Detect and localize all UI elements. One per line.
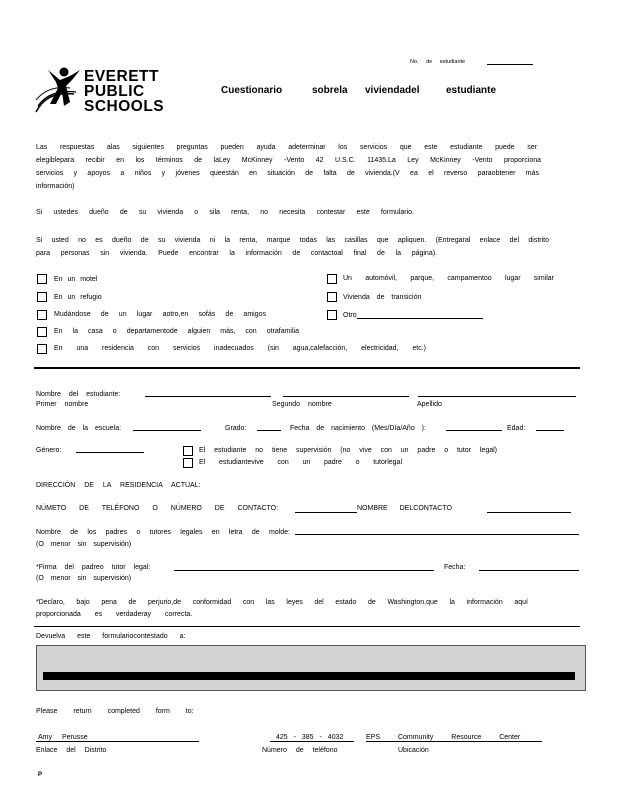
redaction-bar — [43, 672, 575, 680]
option-transitional: Vivienda de transición — [343, 294, 422, 301]
option-shelter: En un refugio — [54, 294, 102, 301]
gender-field[interactable] — [76, 452, 144, 453]
first-name-field[interactable] — [145, 396, 271, 397]
dob-field[interactable] — [446, 430, 502, 431]
return-divider — [34, 626, 580, 627]
contact-person-line — [36, 741, 199, 742]
everett-logo-icon — [34, 66, 82, 118]
age-label: Edad: — [507, 425, 526, 432]
signature-field[interactable] — [174, 570, 434, 571]
address-label: DIRECCIÓN DE LA RESIDENCIA ACTUAL: — [36, 482, 201, 489]
parent-label: Nombre de los padres o tutores legales en letra de molde: — [36, 529, 290, 536]
logo-line-public: PUBLIC — [84, 83, 145, 100]
logo-line-schools: SCHOOLS — [84, 98, 165, 115]
contact-location-line — [366, 741, 542, 742]
section-divider — [34, 367, 580, 369]
option-doubled-up: En la casa o departamentode alguien más, con otrafamilia — [54, 328, 299, 335]
with-parent-option: El estudiantevive con un padre o tutorlegal — [199, 459, 402, 466]
option-inadequate-housing: En una residencia con servicios inadecuados (sin agua,calefacción, electricidad, etc.) — [54, 345, 426, 352]
contact-location: EPS Community Resource Center — [366, 734, 521, 741]
checkbox-unaccompanied[interactable] — [183, 446, 193, 456]
english-return-label: Please return completed form to: — [36, 708, 194, 715]
checkbox-inadequate-housing[interactable] — [37, 344, 47, 354]
page-mark: P — [38, 772, 43, 778]
parent-field[interactable] — [295, 534, 579, 535]
instructions-line-2: para personas sin vivienda. Puede encontrar la información de contactoal final de la página). — [36, 250, 437, 257]
dob-label: Fecha de nacimiento (Mes/Día/Año ): — [290, 425, 426, 432]
contact-phone-line — [270, 741, 354, 742]
checkbox-couch-surfing[interactable] — [37, 310, 47, 320]
title-word-1: Cuestionario — [221, 85, 283, 96]
other-field[interactable] — [357, 318, 483, 319]
signature-label: *Firma del padreo tutor legal: — [36, 564, 151, 571]
instructions-line-1: Si usted no es dueño de su vivienda ni la renta, marque todas las casillas que apliquen. (Entregaral enlace del distrito — [36, 237, 549, 244]
grade-label: Grado: — [225, 425, 247, 432]
contact-name-label: NOMBRE DELCONTACTO — [357, 505, 452, 512]
intro-line-4: información) — [36, 183, 75, 190]
option-couch-surfing: Mudándose de un lugar aotro,en sofás de amigos — [54, 311, 266, 318]
checkbox-shelter[interactable] — [37, 292, 47, 302]
return-label: Devuelva este formulariocontestado a: — [36, 633, 186, 640]
checkbox-doubled-up[interactable] — [37, 327, 47, 337]
checkbox-with-parent[interactable] — [183, 458, 193, 468]
option-other: Otro — [343, 312, 357, 319]
title-word-2: sobrela — [312, 85, 348, 96]
phone-label: NÚMETO DE TELÉFONO O NÚMERO DE CONTACTO: — [36, 505, 279, 512]
option-motel: En un motel — [54, 276, 98, 283]
owner-notice: Si ustedes dueño de su vivienda o sila renta, no necesita contestar este formulario. — [36, 209, 414, 216]
contact-name-field[interactable] — [487, 512, 571, 513]
caption-location: Ubicación — [398, 747, 429, 754]
declaration-line-1: *Declaro, bajo pena de perjurio,de conformidad con las leyes del estado de Washington,que la información aquí — [36, 599, 528, 606]
age-field[interactable] — [536, 430, 564, 431]
checkbox-motel[interactable] — [37, 274, 47, 284]
caption-liaison: Enlace del Distrito — [36, 747, 107, 754]
intro-line-1: Las respuestas alas siguientes preguntas pueden ayuda adeterminar los servicios que este estudiante puede ser — [36, 144, 537, 151]
date-label: Fecha: — [444, 564, 466, 571]
intro-line-3: servicios y apoyos a niños y jóvenes queestán en situación de falta de vivienda.(V ea el reverso paraobtener más — [36, 170, 539, 177]
signature-note: (O menor sin supervisión) — [36, 575, 132, 582]
checkbox-car-park[interactable] — [327, 274, 337, 284]
option-car-park: Un automóvil, parque, campamentoo lugar similar — [343, 275, 554, 282]
title-word-3: viviendadel — [365, 85, 420, 96]
checkbox-other[interactable] — [327, 310, 337, 320]
school-label: Nombre de la escuela: — [36, 425, 122, 432]
contact-phone: 425 - 385 - 4032 — [276, 734, 344, 741]
checkbox-transitional[interactable] — [327, 292, 337, 302]
student-name-label: Nombre del estudiante: — [36, 391, 121, 398]
student-number-field[interactable] — [487, 64, 533, 65]
return-address-box — [36, 645, 586, 691]
phone-field[interactable] — [295, 512, 357, 513]
parent-note: (O menor sin supervisión) — [36, 541, 132, 548]
unaccompanied-option: El estudiante no tiene supervisión (no vive con un padre o tutor legal) — [199, 447, 497, 454]
logo-line-everett: EVERETT — [84, 68, 159, 85]
caption-phone: Número de teléfono — [262, 747, 338, 754]
gender-label: Género: — [36, 447, 62, 454]
declaration-line-2: proporcionada es verdaderay correcta. — [36, 611, 193, 618]
intro-line-2: elegiblepara recibir en los términos de laLey McKinney -Vento 42 U.S.C. 11435.La Ley McKinney -Vento proporciona — [36, 157, 541, 164]
school-field[interactable] — [133, 430, 201, 431]
contact-person: Amy Perusse — [38, 734, 88, 741]
date-field[interactable] — [479, 570, 579, 571]
student-number-label: No. de estudiante — [410, 59, 466, 65]
title-word-4: estudiante — [446, 85, 497, 96]
middle-name-field[interactable] — [283, 396, 409, 397]
last-name-field[interactable] — [418, 396, 576, 397]
grade-field[interactable] — [257, 430, 281, 431]
last-name-caption: Apellido — [417, 401, 442, 408]
middle-name-caption: Segundo nombre — [272, 401, 332, 408]
first-name-caption: Primer nombre — [36, 401, 89, 408]
